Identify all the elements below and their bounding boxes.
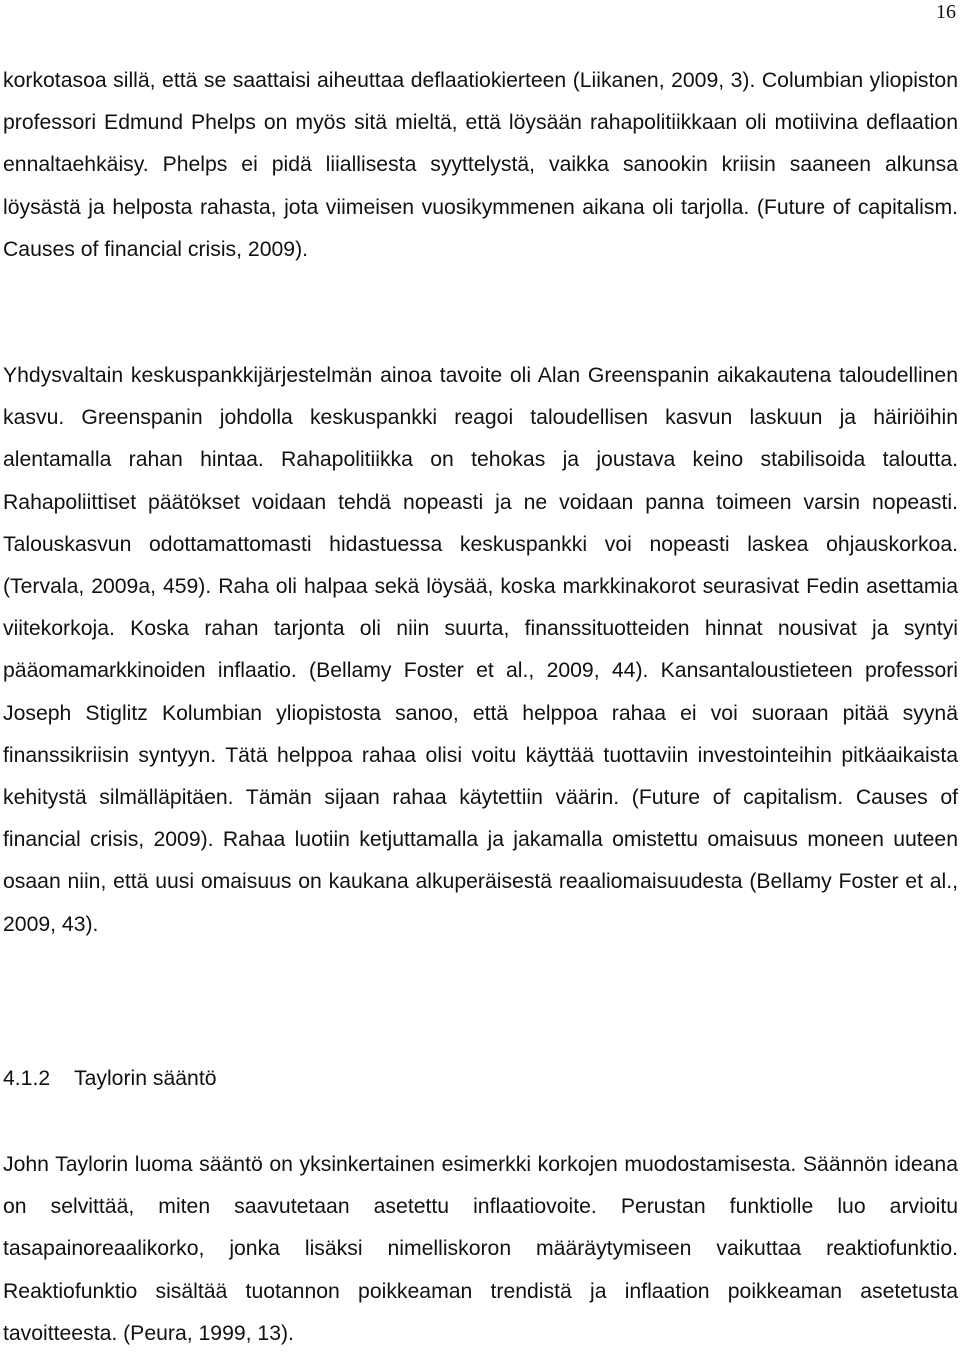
- section-number: 4.1.2: [3, 1067, 51, 1090]
- section-title: Taylorin sääntö: [74, 1067, 217, 1090]
- paragraph-1: korkotasoa sillä, että se saattaisi aiheuttaa deflaatiokierteen (Liikanen, 2009, 3). Columbian yliopiston professori Edmund Phelps on myös sitä mieltä, että löysään rahapolitiikkaan oli motiivina deflaation ennaltaehkäisy. Phelps ei pidä liiallisesta syyttelystä, vaikka sanookin kriisin saaneen alkunsa löysästä ja helposta rahasta, jota viimeisen vuosikymmenen aikana oli tarjolla. (Future of capitalism. Causes of financial crisis, 2009).: [3, 69, 958, 261]
- page-number: 16: [936, 1, 956, 23]
- section-heading: [3, 1059, 217, 1099]
- paragraph-3: John Taylorin luoma sääntö on yksinkertainen esimerkki korkojen muodostamisesta. Säännön ideana on selvittää, miten saavutetaan asetettu inflaatiovoite. Perustan funktiolle luo arvioitu tasapainoreaalikorko, jonka lisäksi nimelliskoron määräytymiseen vaikuttaa reaktiofunktio. Reaktiofunktio sisältää tuotannon poikkeaman trendistä ja inflaation poikkeaman asetetusta tavoitteesta. (Peura, 1999, 13).: [3, 1153, 958, 1345]
- paragraph-2: Yhdysvaltain keskuspankkijärjestelmän ainoa tavoite oli Alan Greenspanin aikakautena taloudellinen kasvu. Greenspanin johdolla keskuspankki reagoi taloudellisen kasvun laskuun ja häiriöihin alentamalla rahan hintaa. Rahapolitiikka on tehokas ja joustava keino stabilisoida taloutta. Rahapoliittiset päätökset voidaan tehdä nopeasti ja ne voidaan panna toimeen varsin nopeasti. Talouskasvun odottamattomasti hidastuessa keskuspankki voi nopeasti laskea ohjauskorkoa. (Tervala, 2009a, 459). Raha oli halpaa sekä löysää, koska markkinakorot seurasivat Fedin asettamia viitekorkoja. Koska rahan tarjonta oli niin suurta, finanssituotteiden hinnat nousivat ja syntyi pääomamarkkinoiden inflaatio. (Bellamy Foster et al., 2009, 44). Kansantaloustieteen professori Joseph Stiglitz Kolumbian yliopistosta sanoo, että helppoa rahaa ei voi suoraan pitää syynä finanssikriisin syntyyn. Tätä helppoa rahaa olisi voitu käyttää tuottaviin investointeihin pitkäaikaista kehitystä silmälläpitäen. Tämän sijaan rahaa käytettiin väärin. (Future of capitalism. Causes of financial crisis, 2009). Rahaa luotiin ketjuttamalla ja jakamalla omistettu omaisuus moneen uuteen osaan niin, että uusi omaisuus on kaukana alkuperäisestä reaaliomaisuudesta (Bellamy Foster et al., 2009, 43).: [3, 364, 958, 936]
